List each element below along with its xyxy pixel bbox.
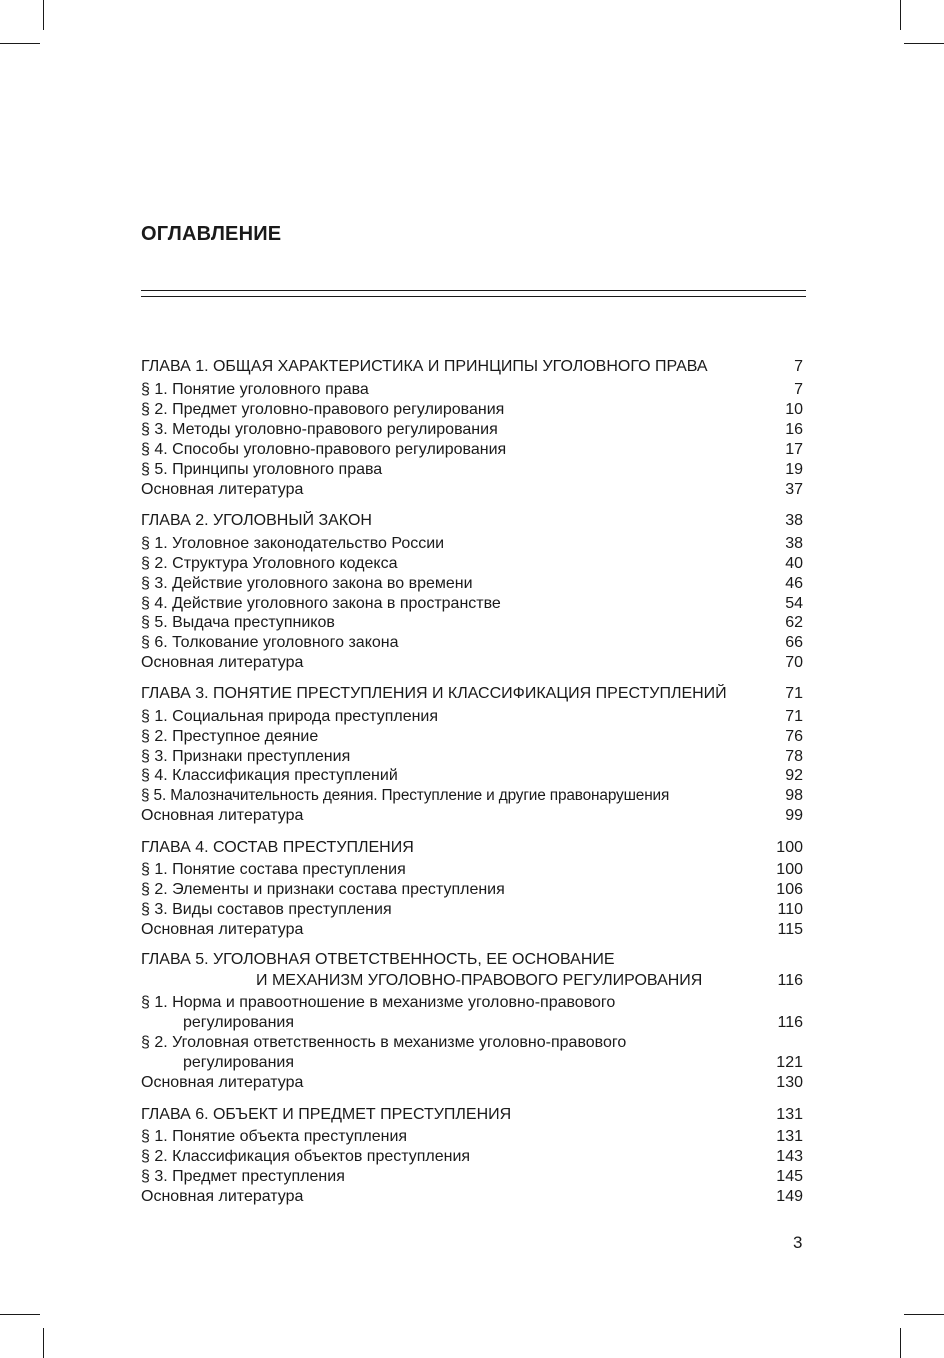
page-ref: 38: [785, 535, 803, 552]
item-title: Основная литература: [141, 481, 307, 498]
page-ref: 16: [785, 421, 803, 438]
item-title-line-1: § 2. Уголовная ответственность в механизме уголовно-правового: [141, 1034, 630, 1051]
item-title: § 4. Способы уголовно-правового регулирования: [141, 441, 510, 458]
item-title: Основная литература: [141, 1074, 307, 1091]
chapter-title-line-1: ГЛАВА 5. УГОЛОВНАЯ ОТВЕТСТВЕННОСТЬ, ЕЕ ОСНОВАНИЕ: [141, 951, 619, 968]
chapter-title-line-2: И МЕХАНИЗМ УГОЛОВНО-ПРАВОВОГО РЕГУЛИРОВАНИЯ: [256, 972, 706, 989]
item-title: Основная литература: [141, 654, 307, 671]
toc-item[interactable]: [141, 1167, 803, 1187]
page-ref: 98: [785, 787, 803, 804]
toc-item[interactable]: [141, 400, 803, 420]
item-title: § 1. Понятие объекта преступления: [141, 1128, 411, 1145]
crop-mark: [904, 1314, 944, 1315]
toc-item[interactable]: [141, 440, 803, 460]
item-title: Основная литература: [141, 921, 307, 938]
page-ref: 17: [785, 441, 803, 458]
chapter-title: ГЛАВА 4. СОСТАВ ПРЕСТУПЛЕНИЯ: [141, 839, 418, 856]
toc-item[interactable]: [141, 653, 803, 673]
item-title: § 4. Действие уголовного закона в пространстве: [141, 595, 505, 612]
toc-chapter-5-cont[interactable]: [141, 971, 803, 991]
item-title-line-2: регулирования: [183, 1014, 298, 1031]
page-ref: 116: [777, 1014, 803, 1031]
crop-mark: [904, 43, 944, 44]
item-title: § 1. Понятие уголовного права: [141, 381, 373, 398]
page-ref: 37: [785, 481, 803, 498]
item-title-line-1: § 1. Норма и правоотношение в механизме уголовно-правового: [141, 994, 619, 1011]
page-ref: 70: [785, 654, 803, 671]
page-ref: 7: [794, 358, 803, 375]
item-title: § 3. Методы уголовно-правового регулирования: [141, 421, 502, 438]
toc-item[interactable]: [141, 786, 803, 806]
page-ref: 106: [776, 881, 803, 898]
item-title: § 2. Структура Уголовного кодекса: [141, 555, 401, 572]
item-title: § 2. Преступное деяние: [141, 728, 322, 745]
page-ref: 46: [785, 575, 803, 592]
toc-chapter-6[interactable]: [141, 1105, 803, 1125]
toc-item[interactable]: [141, 920, 803, 940]
page-ref: 38: [785, 512, 803, 529]
chapter-title: ГЛАВА 1. ОБЩАЯ ХАРАКТЕРИСТИКА И ПРИНЦИПЫ УГОЛОВНОГО ПРАВА: [141, 358, 712, 375]
toc-item[interactable]: [141, 993, 803, 1013]
page-ref: 110: [777, 901, 803, 918]
toc-item-cont[interactable]: [141, 1053, 803, 1073]
toc-item[interactable]: [141, 1147, 803, 1167]
toc-chapter-4[interactable]: [141, 838, 803, 858]
item-title: § 5. Выдача преступников: [141, 614, 339, 631]
toc-item[interactable]: [141, 1033, 803, 1053]
page-ref: 76: [785, 728, 803, 745]
page-ref: 71: [785, 708, 803, 725]
item-title: § 1. Понятие состава преступления: [141, 861, 410, 878]
page-title: ОГЛАВЛЕНИЕ: [141, 223, 282, 245]
toc-item[interactable]: [141, 766, 803, 786]
item-title: § 1. Социальная природа преступления: [141, 708, 442, 725]
toc-item[interactable]: [141, 747, 803, 767]
page-ref: 54: [785, 595, 803, 612]
crop-mark: [0, 43, 40, 44]
item-title: § 3. Признаки преступления: [141, 748, 354, 765]
crop-mark: [900, 0, 901, 30]
page-ref: 130: [776, 1074, 803, 1091]
page-ref: 143: [776, 1148, 803, 1165]
toc-item[interactable]: [141, 860, 803, 880]
toc-item[interactable]: [141, 460, 803, 480]
title-rule: [141, 290, 806, 291]
item-title: Основная литература: [141, 1188, 307, 1205]
item-title: § 2. Предмет уголовно-правового регулирования: [141, 401, 508, 418]
crop-mark: [43, 1328, 44, 1358]
page-ref: 7: [794, 381, 803, 398]
item-title: § 3. Действие уголовного закона во времени: [141, 575, 477, 592]
crop-mark: [900, 1328, 901, 1358]
toc-item[interactable]: [141, 554, 803, 574]
page-number: 3: [793, 1233, 803, 1252]
page-ref: 19: [785, 461, 803, 478]
toc-chapter-2[interactable]: [141, 511, 803, 531]
toc-item[interactable]: [141, 480, 803, 500]
toc-item[interactable]: [141, 574, 803, 594]
toc-item[interactable]: [141, 1187, 803, 1207]
page-ref: 40: [785, 555, 803, 572]
toc-item[interactable]: [141, 1127, 803, 1147]
toc-item[interactable]: [141, 633, 803, 653]
toc-item[interactable]: [141, 594, 803, 614]
toc-item[interactable]: [141, 613, 803, 633]
toc-item[interactable]: [141, 380, 803, 400]
toc-chapter-5[interactable]: [141, 950, 803, 970]
toc-item[interactable]: [141, 880, 803, 900]
page-ref: 66: [785, 634, 803, 651]
page-ref: 115: [777, 921, 803, 938]
item-title: § 4. Классификация преступлений: [141, 767, 402, 784]
toc-chapter-1[interactable]: [141, 357, 803, 377]
toc-item[interactable]: [141, 1073, 803, 1093]
chapter-title: ГЛАВА 2. УГОЛОВНЫЙ ЗАКОН: [141, 512, 376, 529]
item-title: § 2. Классификация объектов преступления: [141, 1148, 474, 1165]
page-ref: 62: [785, 614, 803, 631]
toc-item-cont[interactable]: [141, 1013, 803, 1033]
chapter-title: ГЛАВА 3. ПОНЯТИЕ ПРЕСТУПЛЕНИЯ И КЛАССИФИКАЦИЯ ПРЕСТУПЛЕНИЙ: [141, 685, 731, 702]
item-title: § 5. Малозначительность деяния. Преступление и другие правонарушения: [141, 787, 673, 804]
page-ref: 121: [776, 1054, 803, 1071]
page-ref: 100: [776, 839, 803, 856]
item-title-line-2: регулирования: [183, 1054, 298, 1071]
page-ref: 92: [785, 767, 803, 784]
item-title: § 3. Виды составов преступления: [141, 901, 396, 918]
toc-item[interactable]: [141, 900, 803, 920]
crop-mark: [0, 1314, 40, 1315]
page-ref: 71: [785, 685, 803, 702]
page-ref: 10: [785, 401, 803, 418]
page-ref: 99: [785, 807, 803, 824]
page-ref: 116: [777, 972, 803, 989]
page-ref: 149: [776, 1188, 803, 1205]
item-title: § 1. Уголовное законодательство России: [141, 535, 448, 552]
item-title: § 5. Принципы уголовного права: [141, 461, 386, 478]
title-rule: [141, 296, 806, 297]
item-title: § 6. Толкование уголовного закона: [141, 634, 403, 651]
toc-chapter-3[interactable]: [141, 684, 803, 704]
item-title: Основная литература: [141, 807, 307, 824]
item-title: § 3. Предмет преступления: [141, 1168, 349, 1185]
page-ref: 78: [785, 748, 803, 765]
page-ref: 100: [776, 861, 803, 878]
page-ref: 131: [776, 1128, 803, 1145]
page-ref: 131: [776, 1106, 803, 1123]
page-ref: 145: [776, 1168, 803, 1185]
item-title: § 2. Элементы и признаки состава преступления: [141, 881, 509, 898]
chapter-title: ГЛАВА 6. ОБЪЕКТ И ПРЕДМЕТ ПРЕСТУПЛЕНИЯ: [141, 1106, 515, 1123]
toc-item[interactable]: [141, 534, 803, 554]
toc-item[interactable]: [141, 806, 803, 826]
crop-mark: [43, 0, 44, 30]
toc-item[interactable]: [141, 420, 803, 440]
toc-item[interactable]: [141, 707, 803, 727]
toc-item[interactable]: [141, 727, 803, 747]
